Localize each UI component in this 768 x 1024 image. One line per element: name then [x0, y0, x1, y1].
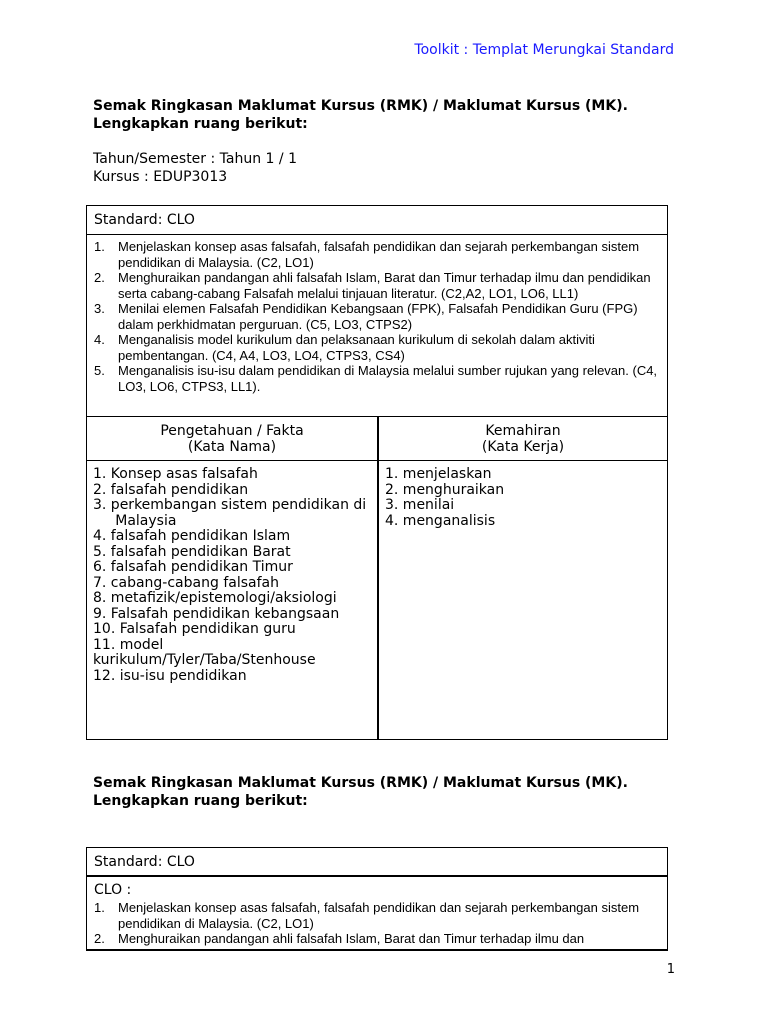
section1-heading-line1: Semak Ringkasan Maklumat Kursus (RMK) / Maklumat Kursus (MK).: [93, 98, 628, 114]
course-meta: [93, 150, 297, 186]
clo-list: [87, 898, 667, 952]
list-item: 5. falsafah pendidikan Barat: [93, 543, 291, 560]
list-item: 3. menilai: [385, 497, 455, 513]
clo-label: CLO :: [94, 882, 132, 898]
clo-item: 1. Menjelaskan konsep asas falsafah, falsafah pendidikan dan sejarah perkembangan sistem pendidikan di Malaysia. (C2, LO1): [94, 900, 640, 931]
page-number: 1: [666, 962, 675, 977]
knowledge-list: [87, 461, 377, 684]
section2-heading-line1: Semak Ringkasan Maklumat Kursus (RMK) / Maklumat Kursus (MK).: [93, 775, 628, 791]
list-item: 11. model kurikulum/Tyler/Taba/Stenhouse: [93, 636, 316, 668]
list-item: 2. falsafah pendidikan: [93, 481, 249, 498]
kursus: Kursus : EDUP3013: [93, 169, 228, 185]
knowledge-skill-columns: [87, 417, 667, 739]
list-item: 7. cabang-cabang falsafah: [93, 574, 279, 591]
clo-table-2: [86, 847, 668, 951]
clo-item: 1. Menjelaskan konsep asas falsafah, falsafah pendidikan dan sejarah perkembangan sistem pendidikan di Malaysia. (C2, LO1): [94, 239, 640, 270]
clo-list: [87, 235, 667, 417]
list-item: 4. menganalisis: [385, 512, 496, 529]
clo-item: 5. Menganalisis isu-isu dalam pendidikan di Malaysia melalui sumber rujukan yang relevan. (C4, LO3, LO6, CTPS3, LL1).: [94, 363, 658, 394]
header-note: Toolkit : Templat Merungkai Standard: [414, 42, 674, 58]
list-item: 9. Falsafah pendidikan kebangsaan: [93, 605, 340, 622]
list-item: 1. Konsep asas falsafah: [93, 466, 258, 482]
skill-column: [377, 417, 667, 739]
standard-title: Standard: CLO: [87, 206, 667, 235]
knowledge-column: [87, 417, 377, 739]
section2-heading: [93, 774, 628, 810]
clo-table-1: [86, 205, 668, 740]
clo-item: 3. Menilai elemen Falsafah Pendidikan Kebangsaan (FPK), Falsafah Pendidikan Guru (FPG) dalam perkhidmatan perguruan. (C5, LO3, CTPS2): [94, 301, 638, 332]
standard-title: Standard: CLO: [87, 848, 667, 877]
skill-header: Kemahiran (Kata Kerja): [379, 417, 667, 461]
list-item: 1. menjelaskan: [385, 466, 492, 482]
clo-item: 2. Menghuraikan pandangan ahli falsafah Islam, Barat dan Timur terhadap ilmu dan: [94, 931, 585, 946]
clo-item: 2. Menghuraikan pandangan ahli falsafah Islam, Barat dan Timur terhadap ilmu dan pendidikan serta cabang-cabang Falsafah melalui tinjauan literatur. (C2,A2, LO1, LO6, LL1): [94, 270, 651, 301]
knowledge-header: Pengetahuan / Fakta (Kata Nama): [87, 417, 377, 461]
list-item: 10. Falsafah pendidikan guru: [93, 621, 296, 637]
section1-heading-line2: Lengkapkan ruang berikut:: [93, 116, 308, 132]
section2-heading-line2: Lengkapkan ruang berikut:: [93, 793, 308, 809]
section1-heading: [93, 97, 628, 133]
list-item: 12. isu-isu pendidikan: [93, 667, 247, 684]
list-item: 2. menghuraikan: [385, 481, 505, 498]
list-item: 6. falsafah pendidikan Timur: [93, 559, 293, 575]
list-item: 3. perkembangan sistem pendidikan di: [93, 497, 367, 513]
list-item: 8. metafizik/epistemologi/aksiologi: [93, 590, 337, 606]
tahun-semester: Tahun/Semester : Tahun 1 / 1: [93, 151, 297, 167]
skill-list: [379, 461, 667, 529]
list-item: 4. falsafah pendidikan Islam: [93, 528, 291, 544]
list-item: Malaysia: [93, 512, 177, 529]
clo-item: 4. Menganalisis model kurikulum dan pelaksanaan kurikulum di sekolah dalam aktiviti pembentangan. (C4, A4, LO3, LO4, CTPS3, CS4): [94, 332, 595, 363]
